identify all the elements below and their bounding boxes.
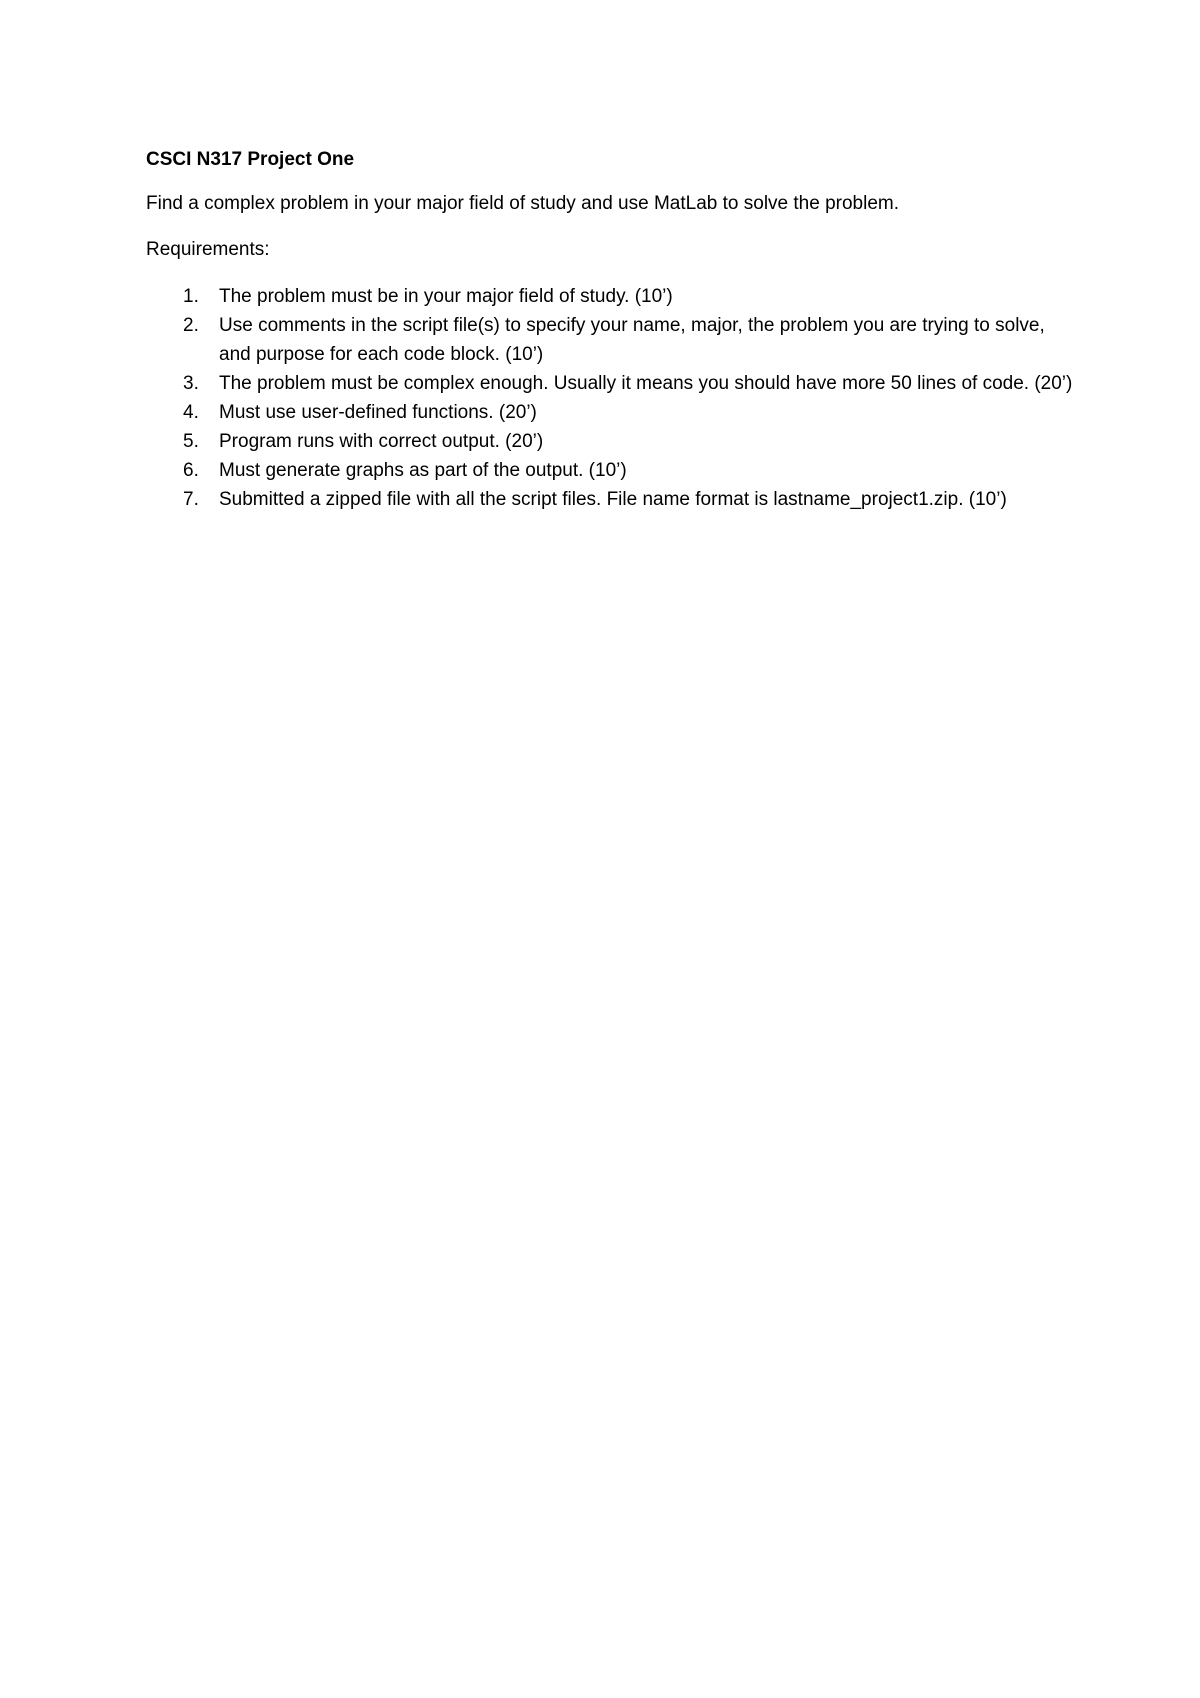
requirement-item: [146, 282, 1076, 311]
requirement-text: Must generate graphs as part of the output. (10’): [219, 460, 627, 481]
requirement-text: Submitted a zipped file with all the script files. File name format is lastname_project1.zip. (10’): [219, 489, 1007, 510]
requirement-item: [146, 369, 1076, 398]
requirement-item: [146, 456, 1076, 485]
requirement-number: 6.: [183, 460, 199, 481]
requirement-item: [146, 427, 1076, 456]
requirement-text: The problem must be complex enough. Usually it means you should have more 50 lines of code. (20’): [219, 373, 1073, 394]
document-title: CSCI N317 Project One: [146, 149, 355, 170]
requirement-item: [146, 311, 1076, 369]
requirement-text: The problem must be in your major field of study. (10’): [219, 286, 673, 307]
requirement-text: Use comments in the script file(s) to specify your name, major, the problem you are trying to solve, and purpose for each code block. (10’): [219, 315, 1045, 365]
requirement-number: 2.: [183, 315, 199, 336]
requirements-label: Requirements:: [146, 239, 270, 260]
requirement-number: 7.: [183, 489, 199, 510]
requirement-item: [146, 485, 1076, 514]
requirement-number: 1.: [183, 286, 199, 307]
intro-paragraph: Find a complex problem in your major field of study and use MatLab to solve the problem.: [146, 193, 899, 214]
requirement-number: 4.: [183, 402, 199, 423]
requirement-item: [146, 398, 1076, 427]
requirements-list: [146, 282, 1076, 514]
requirement-number: 3.: [183, 373, 199, 394]
requirement-text: Program runs with correct output. (20’): [219, 431, 544, 452]
requirement-number: 5.: [183, 431, 199, 452]
requirement-text: Must use user-defined functions. (20’): [219, 402, 537, 423]
